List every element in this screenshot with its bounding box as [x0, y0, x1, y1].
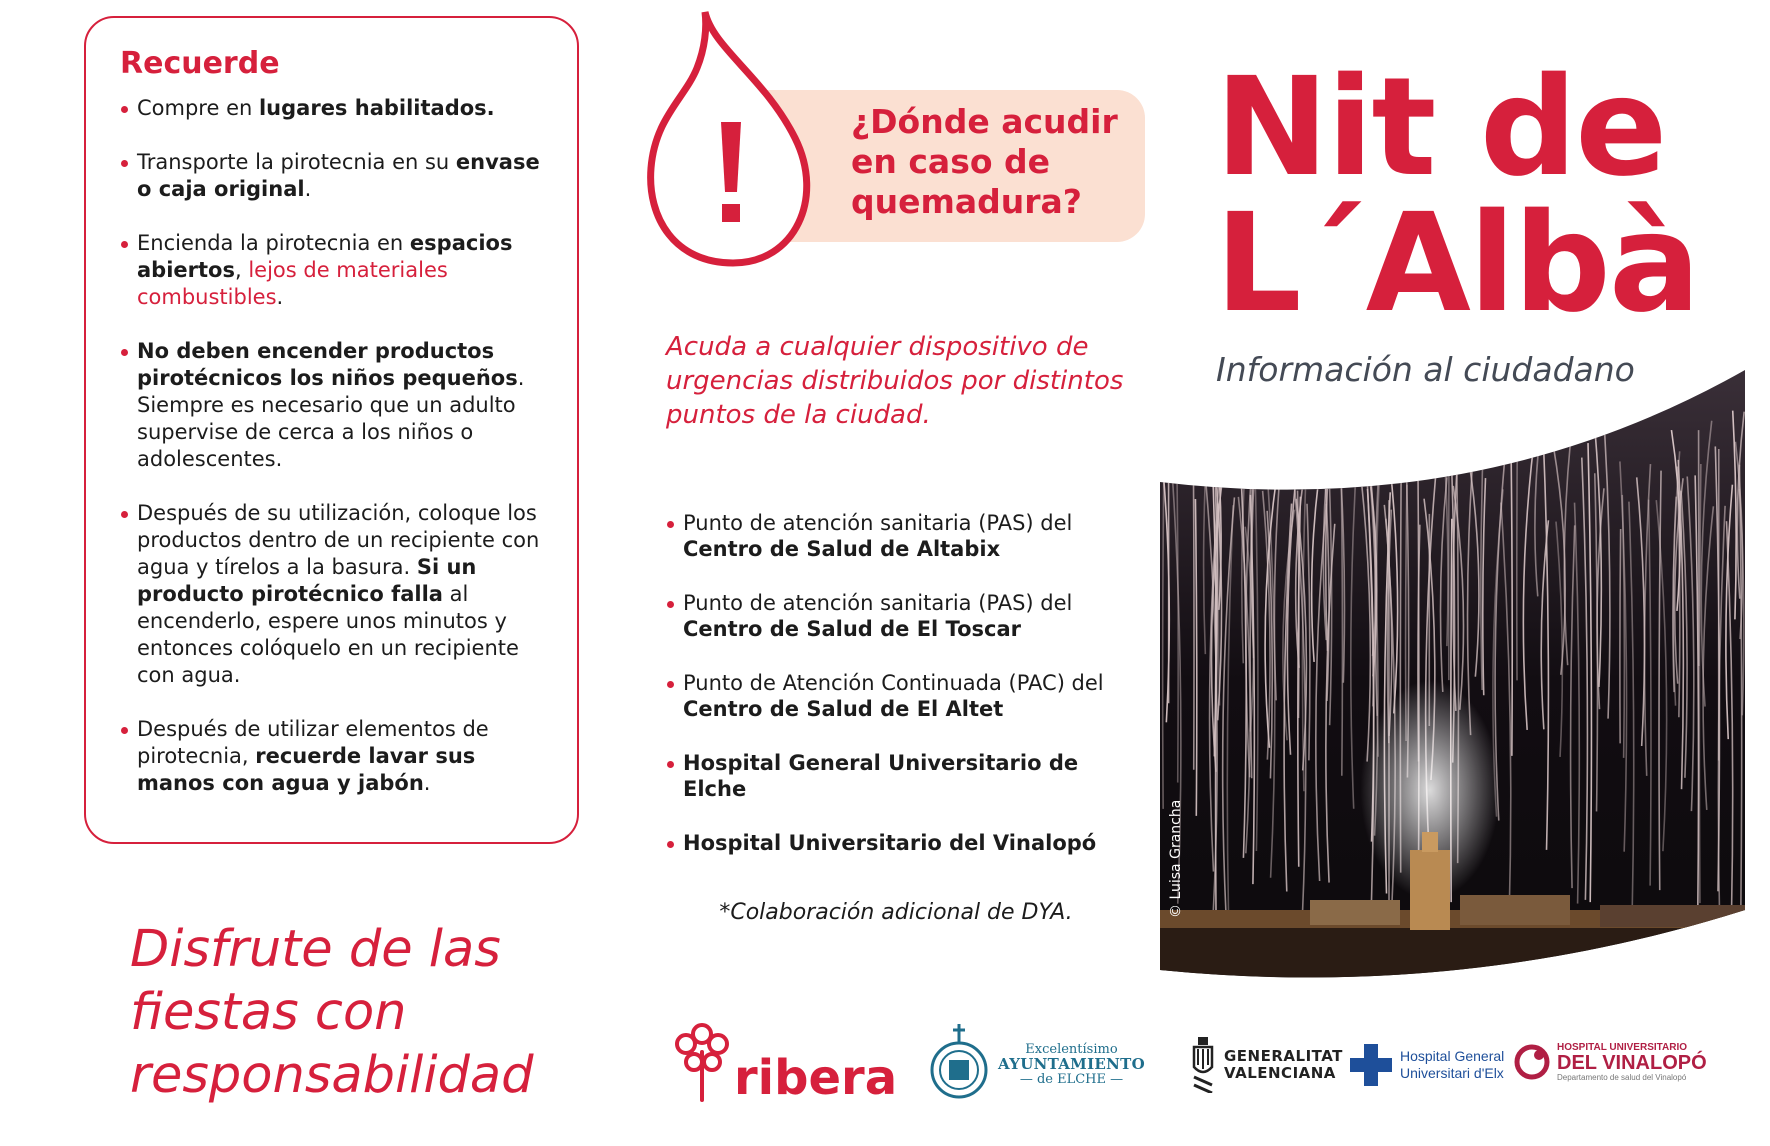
intro-text: Acuda a cualquier dispositivo de urgencias distribuidos por distintos puntos de la ciudad.: [666, 332, 1124, 430]
recuerde-text: Transporte la pirotecnia en su: [137, 150, 456, 174]
center-text: Hospital General Universitario de Elche: [683, 751, 1079, 801]
recuerde-text: espacios abiertos: [137, 231, 513, 282]
hv-line-1: HOSPITAL UNIVERSITARIO: [1557, 1042, 1688, 1053]
hospital-general-elx-logo: [1350, 1044, 1504, 1086]
recuerde-text: Encienda la pirotecnia en: [137, 231, 410, 255]
center-item: [666, 750, 1136, 802]
elche-line-1: Excelentísimo: [1025, 1041, 1118, 1057]
recuerde-text: No deben encender productos pirotécnicos los niños pequeños: [137, 339, 518, 390]
recuerde-text: .: [304, 177, 312, 201]
recuerde-item: [120, 500, 541, 689]
hv-line-3: Departamento de salud del Vinalopó: [1557, 1073, 1687, 1082]
hge-line-1: Hospital General: [1400, 1048, 1505, 1064]
elche-crest-icon: [928, 1020, 990, 1108]
recuerde-text: ,: [234, 258, 249, 282]
recuerde-item: [120, 149, 541, 203]
center-text: Hospital Universitario del Vinalopó: [683, 831, 1097, 855]
recuerde-text: Compre en: [137, 96, 259, 120]
generalitat-valenciana-logo: [1190, 1037, 1343, 1093]
photo-credit: © Luisa Grancha: [1168, 799, 1184, 918]
recuerde-box: [84, 16, 579, 844]
recuerde-text: envase o caja original: [137, 150, 540, 201]
recuerde-list: [120, 95, 541, 797]
hv-line-2: DEL VINALOPÓ: [1557, 1052, 1707, 1074]
elche-text: [998, 1042, 1145, 1087]
recuerde-item: [120, 95, 541, 122]
generalitat-emblem-icon: [1190, 1037, 1216, 1093]
recuerde-text: Después de utilizar elementos de pirotecnia,: [137, 717, 489, 768]
center-text: Punto de atención sanitaria (PAS) del: [683, 591, 1073, 615]
hospital-cross-icon: [1350, 1044, 1392, 1086]
recuerde-text: Si un producto pirotécnico falla: [137, 555, 477, 606]
gv-line-2: VALENCIANA: [1224, 1064, 1336, 1082]
center-text: Centro de Salud de El Toscar: [683, 617, 1021, 641]
hge-line-2: Universitari d'Elx: [1400, 1065, 1504, 1081]
recuerde-text: lugares habilitados.: [258, 96, 495, 120]
center-item: [666, 670, 1136, 722]
recuerde-item: [120, 716, 541, 797]
center-text: Punto de atención sanitaria (PAS) del: [683, 511, 1073, 535]
ribera-tree-icon: [672, 1022, 732, 1102]
vinalopo-circle-icon: [1513, 1043, 1551, 1081]
center-text: Punto de Atención Continuada (PAC) del: [683, 671, 1104, 695]
collaboration-note: *Colaboración adicional de DYA.: [719, 900, 1073, 925]
hge-text: [1400, 1048, 1504, 1082]
elche-line-2: AYUNTAMIENTO: [998, 1054, 1145, 1073]
hospital-vinalopo-logo: [1513, 1042, 1707, 1082]
recuerde-text: al encenderlo, espere unos minutos y entonces colóquelo en un recipiente con agua.: [137, 582, 519, 687]
main-title: [1215, 49, 1715, 343]
elche-line-3: — de ELCHE —: [1019, 1071, 1124, 1087]
recuerde-text: lejos de materiales combustibles: [137, 258, 448, 309]
ribera-wordmark: ribera: [734, 1050, 898, 1106]
firework-streak: [1193, 441, 1194, 770]
centers-list: [666, 510, 1136, 884]
center-item: [666, 510, 1136, 562]
title-line-2: L´Albà: [1215, 185, 1699, 343]
enjoy-slogan: Disfrute de las fiestas con responsabilidad: [130, 920, 534, 1105]
center-text: Centro de Salud de El Altet: [683, 697, 1004, 721]
question-heading: ¿Dónde acudir en caso de quemadura?: [851, 102, 1118, 221]
recuerde-text: .: [276, 285, 284, 309]
title-line-1: Nit de: [1215, 49, 1666, 207]
recuerde-text: . Siempre es necesario que un adulto supervise de cerca a los niños o adolescentes.: [137, 366, 525, 471]
ribera-logo: [672, 1022, 898, 1106]
ayuntamiento-elche-logo: [928, 1020, 1145, 1108]
burn-warning-icon: [645, 8, 825, 270]
recuerde-text: .: [423, 771, 431, 795]
recuerde-title: Recuerde: [120, 46, 280, 81]
firework-streak: [1620, 529, 1621, 743]
recuerde-item: [120, 338, 541, 473]
firework-streak: [1517, 424, 1518, 680]
center-text: Centro de Salud de Altabix: [683, 537, 1001, 561]
fireworks-photo: [1160, 370, 1745, 990]
subtitle: Información al ciudadano: [1216, 350, 1635, 389]
vinalopo-text: [1557, 1042, 1707, 1082]
gv-line-1: GENERALITAT: [1224, 1047, 1343, 1065]
recuerde-text: Después de su utilización, coloque los productos dentro de un recipiente con agua y tírelos a la basura.: [137, 501, 540, 579]
recuerde-text: recuerde lavar sus manos con agua y jabón: [137, 744, 476, 795]
center-item: [666, 830, 1136, 856]
center-item: [666, 590, 1136, 642]
generalitat-text: [1224, 1048, 1343, 1082]
recuerde-item: [120, 230, 541, 311]
